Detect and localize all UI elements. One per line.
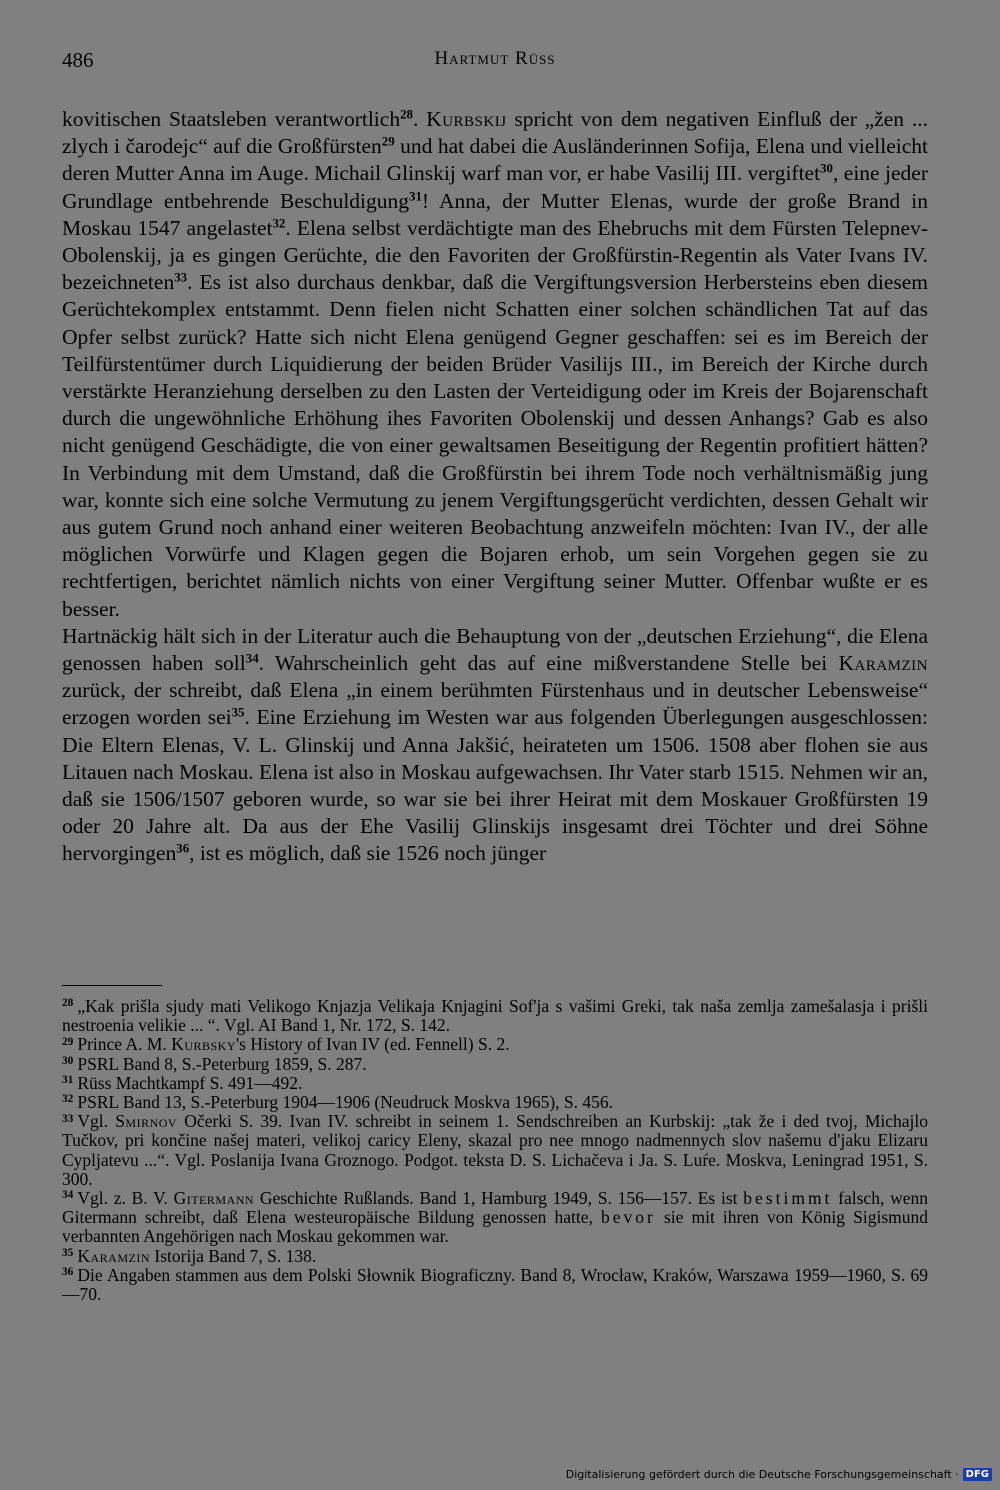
footnote-divider [62,985,162,986]
footnote-ref-30: 30 [820,161,833,176]
footer-credit: Digitalisierung gefördert durch die Deutsche Forschungsgemeinschaft · [565,1467,959,1481]
footnote-ref-35: 35 [231,705,245,720]
footnote-35: $^{35}$ Karamzin Istorija Band 7, S. 138. [62,1245,317,1266]
footnote-ref-28: 28 [400,107,413,122]
footnote-34: $^{34}$ Vgl. z. B. V. Gitermann Geschichte Rußlands. Band 1, Hamburg 1949, S. 156—157. Es ist bestimmt falsch, wenn Gitermann schreibt, daß Elena westeuropäische Bildung genossen hatte, bevor sie mit ihren von König Sigismund verbannten Angehörigen nach Moskau gekommen war. [62,1188,928,1247]
footnote-ref-32: 32 [272,216,286,231]
running-head: Hartmut Rüss [434,48,556,69]
footnote-ref-33: 33 [174,270,188,285]
footnote-32: $^{32}$ PSRL Band 13, S.-Peterburg 1904—1906 (Neudruck Moskva 1965), S. 456. [62,1092,614,1113]
footnote-ref-31: 31 [409,188,422,203]
footnote-33: $^{33}$ Vgl. Smirnov Očerki S. 39. Ivan IV. schreibt in seinem 1. Sendschreiben an Kurbskij: „tak že i ded tvoj, Michajlo Tučkov, pri končine našej materi, velikoj caricy Eleny, skazal pro nee mnogo nadmennych slov našemu d'jaku Elizaru Cypljatevu ...“. Vgl. Poslanija Ivana Groznogo. Podgot. teksta D. S. Lichačeva i Ja. S. Luŕe. Moskva, Leningrad 1951, S. 300. [62,1111,928,1189]
digitization-footer [566,1466,992,1482]
footnote-28: $^{28}$ „Kak prišla sjudy mati Velikogo Knjazja Velikaja Knjagini Sof'ja s vašimi Greki, tak naša zemlja zamešalasja i prišli nestroenia velikie ... “. Vgl. AI Band 1, Nr. 172, S. 142. [62,996,928,1036]
footnote-ref-29: 29 [381,134,395,149]
main-text [62,106,928,868]
footnotes [62,997,928,1304]
footnote-ref-36: 36 [176,841,190,856]
author-name: Kurbskij [426,107,507,131]
dfg-logo-icon: DFG [963,1468,992,1481]
author-name: Karamzin [838,651,928,676]
page-number: 486 [62,48,94,72]
footnote-ref-34: 34 [245,651,259,666]
footnote-36: $^{36}$ Die Angaben stammen aus dem Polski Słownik Biograficzny. Band 8, Wrocław, Kraków, Warszawa 1959—1960, S. 69—70. [62,1264,928,1305]
footnote-30: $^{30}$ PSRL Band 8, S.-Peterburg 1859, S. 287. [62,1053,367,1074]
footnote-29: $^{29}$ Prince A. M. Kurbsky's History of Ivan IV (ed. Fennell) S. 2. [62,1034,510,1055]
paragraph-2: Hartnäckig hält sich in der Literatur auch die Behauptung von der „deutschen Erziehung“, die Elena genossen haben soll$^{34}$. Wahrscheinlich geht das auf eine mißverstandene Stelle bei Karamzin zurück, der schreibt, daß Elena „in einem berühmten Fürstenhaus und in deutscher Lebensweise“ erzogen worden sei$^{35}$. Eine Erziehung im Westen war aus folgenden Überlegungen ausgeschlossen: Die Eltern Elenas, V. L. Glinskij und Anna Jakšić, heirateten um 1506. 1508 aber flohen sie aus Litauen nach Moskau. Elena ist also in Moskau aufgewachsen. Ihr Vater starb 1515. Nehmen wir an, daß sie 1506/1507 geboren wurde, so war sie bei ihrer Heirat mit dem Moskauer Großfürsten 19 oder 20 Jahre alt. Da aus der Ehe Vasilij Glinskijs insgesamt drei Töchter und drei Söhne hervorgingen$^{36}$, ist es möglich, daß sie 1526 noch jünger [62,623,928,866]
footnote-31: $^{31}$ Rüss Machtkampf S. 491—492. [62,1072,303,1093]
page-header [62,48,928,78]
paragraph-1: kovitischen Staatsleben verantwortlich$^{28}$. Kurbskij spricht von dem negativen Einfluß der „žen ... zlych i čarodejc“ auf die Großfürsten$^{29}$ und hat dabei die Ausländerinnen Sofija, Elena und vielleicht deren Mutter Anna im Auge. Michail Glinskij warf man vor, er habe Vasilij III. vergiftet$^{30}$, eine jeder Grundlage entbehrende Beschuldigung$^{31}$! Anna, der Mutter Elenas, wurde der große Brand in Moskau 1547 angelastet$^{32}$. Elena selbst verdächtigte man des Ehebruchs mit dem Fürsten Telepnev-Obolenskij, ja es gingen Gerüchte, die den Favoriten der Großfürstin-Regentin als Vater Ivans IV. bezeichneten$^{33}$. Es ist also durchaus denkbar, daß die Vergiftungsversion Herbersteins eben diesem Gerüchtekomplex entstammt. Denn fielen nicht Schatten einer solchen schändlichen Tat auf das Opfer selbst zurück? Hatte sich nicht Elena genügend Gegner geschaffen: sei es im Bereich der Teilfürstentümer durch Liquidierung der beiden Brüder Vasilijs III., im Bereich der Kirche durch verstärkte Heranziehung derselben zu den Lasten der Verteidigung oder im Kreis der Bojarenschaft durch die ungewöhnliche Erhöhung ihes Favoriten Obolenskij und dessen Anhangs? Gab es also nicht genügend Geschädigte, die von einer gewaltsamen Beseitigung der Regentin profitiert hätten? In Verbindung mit dem Umstand, daß die Großfürstin bei ihrem Tode noch verhältnismäßig jung war, konnte sich eine solche Vermutung zu jenem Vergiftungsgerücht verdichten, dessen Gehalt wir aus gutem Grund noch anhand einer weiteren Beobachtung anzweifeln möchten: Ivan IV., der alle möglichen Vorwürfe und Klagen gegen die Bojaren erhob, um sein Vorgehen gegen sie zu rechtfertigen, berichtet nämlich nichts von einer Vergiftung seiner Mutter. Offenbar wußte er es besser. [62,107,929,621]
